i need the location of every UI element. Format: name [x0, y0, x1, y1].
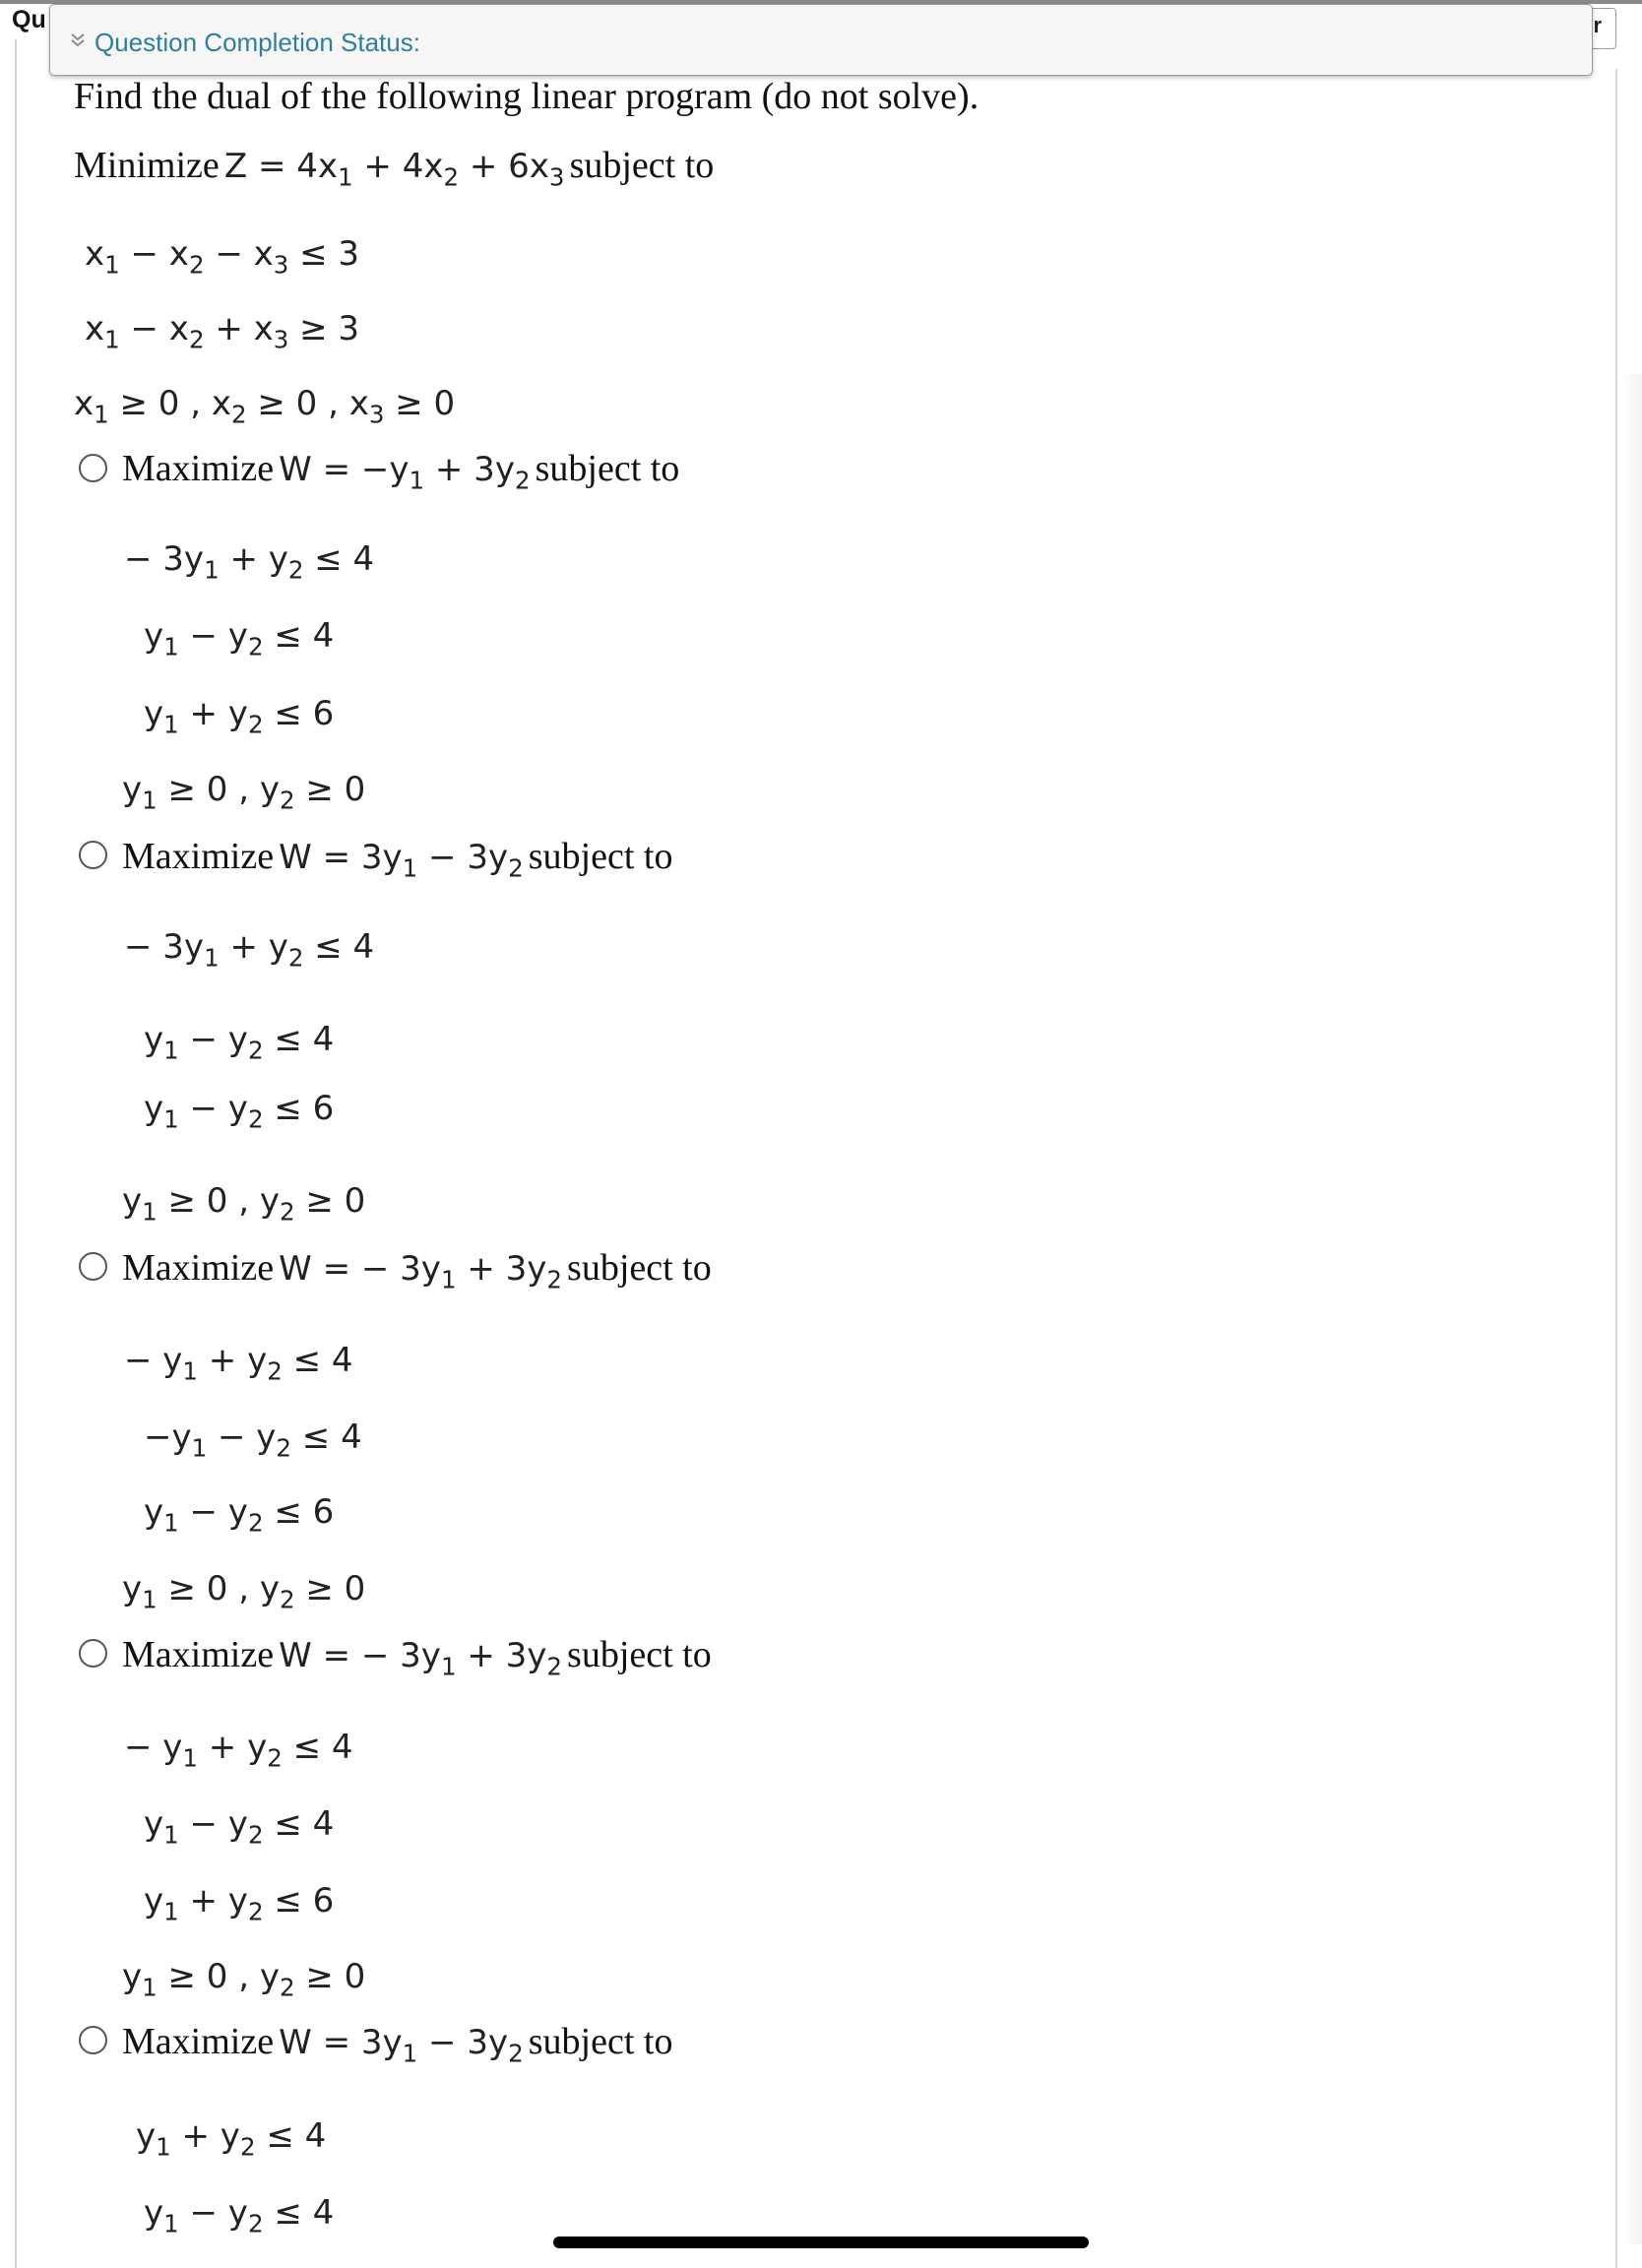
subscript: 2 — [267, 1743, 283, 1773]
home-indicator-bar — [553, 2236, 1089, 2248]
option-constraint: $y_1 - y_2 \le 4$ — [144, 1020, 335, 1065]
subscript: 1 — [94, 400, 109, 429]
answer-radio-option-3[interactable] — [79, 1252, 107, 1281]
question-prompt: Find the dual of the following linear program (do not solve). — [74, 76, 979, 117]
option-suffix: subject to — [567, 1247, 712, 1289]
content-frame-right-border — [1615, 69, 1617, 2268]
subscript: 2 — [279, 786, 295, 815]
subscript: 2 — [247, 1820, 264, 1850]
subscript: 2 — [239, 2132, 256, 2162]
option-objective: W = − $3y_1 + 3y_2$ — [279, 1636, 562, 1681]
subscript: 1 — [182, 1356, 198, 1386]
option-constraint: $y_1 - y_2 \le 6$ — [144, 1089, 335, 1134]
nonnegativity-line: $x_1 \ge 0$ , $x_2 \ge 0$ , $x_3 \ge 0$ — [74, 384, 456, 429]
subscript: 1 — [163, 1508, 179, 1538]
subscript: 3 — [548, 162, 565, 192]
subscript: 1 — [440, 1265, 457, 1294]
option-constraint: − $y_1 + y_2 \le 4$ — [124, 1728, 353, 1773]
subscript: 1 — [156, 2132, 171, 2162]
option-constraint: $y_1 - y_2 \le 4$ — [144, 2193, 335, 2238]
subscript: 3 — [273, 325, 289, 354]
subscript: 2 — [247, 1036, 264, 1065]
option-nonnegativity: $y_1 \ge 0$ , $y_2 \ge 0$ — [122, 1181, 366, 1227]
question-completion-status-bar[interactable] — [49, 4, 1593, 76]
constraint-line: $x_1 - x_2 + x_3 \ge 3$ — [85, 309, 360, 354]
subscript: 2 — [279, 1973, 295, 2002]
subscript: 1 — [163, 632, 179, 662]
subscript: 2 — [247, 1508, 264, 1538]
subscript: 2 — [247, 1104, 264, 1134]
option-constraint: $-y_1 - y_2 \le 4$ — [144, 1418, 362, 1463]
double-chevron-down-icon — [70, 32, 86, 48]
subscript: 2 — [247, 710, 264, 739]
subscript: 1 — [440, 1652, 457, 1681]
constraint-line: $x_1 - x_2 - x_3 \le 3$ — [85, 234, 360, 280]
answer-radio-option-1[interactable] — [79, 454, 107, 482]
subscript: 1 — [142, 786, 158, 815]
question-objective-line — [74, 144, 715, 192]
subscript: 1 — [104, 325, 120, 354]
option-constraint: $y_1 + y_2 \le 6$ — [144, 1881, 335, 1926]
objective-expression: $Z = 4x_1 + 4x_2 + 6x_3$ — [223, 147, 565, 192]
subscript: 2 — [287, 943, 304, 973]
subscript: 2 — [188, 325, 205, 354]
option-5-objective-line — [122, 2020, 673, 2068]
subscript: 1 — [142, 1973, 158, 2002]
option-constraint: − $3y_1 + y_2 \le 4$ — [124, 539, 375, 585]
option-2-objective-line — [122, 835, 673, 883]
subscript: 1 — [409, 466, 425, 495]
subscript: 2 — [247, 632, 264, 662]
subscript: 1 — [163, 1036, 179, 1065]
option-constraint: − $3y_1 + y_2 \le 4$ — [124, 927, 375, 973]
background-window-edge — [1622, 374, 1642, 2244]
option-constraint: $y_1 - y_2 \le 4$ — [144, 616, 335, 662]
objective-prefix: Minimize — [74, 145, 220, 186]
subscript: 1 — [142, 1197, 158, 1227]
subscript: 1 — [402, 853, 418, 883]
option-constraint: $y_1 + y_2 \le 4$ — [136, 2116, 327, 2162]
subscript: 2 — [443, 162, 460, 192]
header-right-button-label: r — [1593, 13, 1602, 37]
subscript: 1 — [163, 1104, 179, 1134]
option-1-objective-line — [122, 447, 680, 495]
subscript: 2 — [267, 1356, 283, 1386]
subscript: 3 — [368, 400, 385, 429]
option-3-objective-line — [122, 1246, 712, 1294]
subscript: 2 — [508, 853, 524, 883]
answer-radio-option-2[interactable] — [79, 841, 107, 869]
option-suffix: subject to — [528, 2021, 673, 2062]
option-nonnegativity: $y_1 \ge 0$ , $y_2 \ge 0$ — [122, 1957, 366, 2002]
subscript: 1 — [163, 710, 179, 739]
subscript: 2 — [514, 466, 531, 495]
answer-radio-option-4[interactable] — [79, 1639, 107, 1668]
subscript: 1 — [204, 943, 220, 973]
option-objective: $W = -y_1 + 3y_2$ — [279, 450, 531, 495]
subscript: 2 — [247, 1897, 264, 1926]
option-4-objective-line — [122, 1633, 712, 1681]
option-objective: $W = 3y_1 - 3y_2$ — [279, 2023, 524, 2068]
objective-suffix: subject to — [569, 145, 715, 186]
subscript: 2 — [276, 1433, 291, 1463]
subscript: 2 — [287, 555, 304, 585]
subscript: 1 — [402, 2039, 418, 2068]
subscript: 2 — [279, 1585, 295, 1614]
answer-radio-option-5[interactable] — [79, 2026, 107, 2054]
subscript: 2 — [546, 1265, 562, 1294]
option-suffix: subject to — [535, 448, 680, 489]
option-nonnegativity: $y_1 \ge 0$ , $y_2 \ge 0$ — [122, 1569, 366, 1614]
option-prefix: Maximize — [122, 1634, 275, 1675]
subscript: 1 — [142, 1585, 158, 1614]
subscript: 1 — [163, 2209, 179, 2238]
option-prefix: Maximize — [122, 2021, 275, 2062]
subscript: 2 — [508, 2039, 524, 2068]
status-bar-label: Question Completion Status: — [95, 28, 420, 57]
option-nonnegativity: $y_1 \ge 0$ , $y_2 \ge 0$ — [122, 770, 366, 815]
subscript: 1 — [163, 1897, 179, 1926]
subscript: 1 — [163, 1820, 179, 1850]
subscript: 2 — [230, 400, 247, 429]
subscript: 2 — [188, 250, 205, 280]
option-objective: $W = 3y_1 - 3y_2$ — [279, 838, 524, 883]
option-constraint: − $y_1 + y_2 \le 4$ — [124, 1341, 353, 1386]
content-frame-left-border — [15, 39, 17, 2268]
option-prefix: Maximize — [122, 448, 275, 489]
subscript: 3 — [273, 250, 289, 280]
option-suffix: subject to — [567, 1634, 712, 1675]
option-constraint: $y_1 - y_2 \le 6$ — [144, 1492, 335, 1538]
subscript: 1 — [182, 1743, 198, 1773]
option-constraint: $y_1 + y_2 \le 6$ — [144, 694, 335, 739]
option-objective: W = − $3y_1 + 3y_2$ — [279, 1249, 562, 1294]
subscript: 1 — [104, 250, 120, 280]
option-constraint: $y_1 - y_2 \le 4$ — [144, 1804, 335, 1850]
subscript: 2 — [247, 2209, 264, 2238]
subscript: 1 — [191, 1433, 208, 1463]
subscript: 2 — [279, 1197, 295, 1227]
subscript: 1 — [204, 555, 220, 585]
subscript: 1 — [338, 162, 353, 192]
option-prefix: Maximize — [122, 1247, 275, 1289]
subscript: 2 — [546, 1652, 562, 1681]
option-prefix: Maximize — [122, 836, 275, 877]
question-header-label: Qu — [12, 6, 46, 33]
option-suffix: subject to — [528, 836, 673, 877]
